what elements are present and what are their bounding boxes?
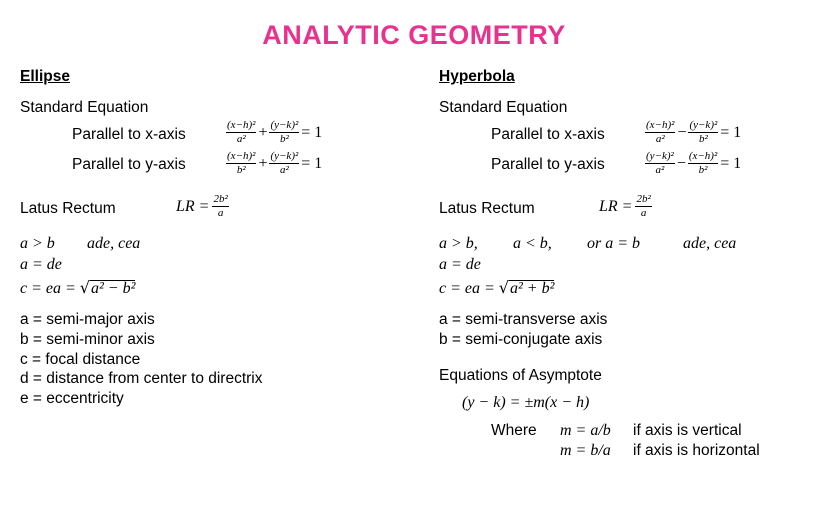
ellipse-heading: Ellipse [20, 68, 70, 85]
definition-item: a = semi-major axis [20, 311, 155, 328]
definition-item: b = semi-minor axis [20, 330, 155, 348]
ellipse-latus-rectum-formula: LR = $\frac{\text{2b²}}{a}$ [176, 193, 228, 219]
hyperbola-a-equation: a = de [439, 256, 481, 273]
definition-item: c = focal distance [20, 350, 141, 368]
fraction-term: $\frac{\text{(x−h)²}}{\text{a²}}$ [227, 119, 256, 145]
ellipse-equation-x: $\frac{\text{(x−h)²}}{\text{a²}}$ + $\frac{\text{(y−k)²}}{\text{b²}}$ = 1 [227, 119, 323, 145]
ellipse-parallel-y-label: Parallel to y-axis [72, 156, 186, 173]
slope-vertical: m = a/b [560, 422, 611, 439]
fraction-term: $\frac{\text{(x−h)²}}{\text{b²}}$ [227, 150, 256, 176]
fraction-term: $\frac{\text{(x−h)²}}{\text{a²}}$ [646, 119, 675, 145]
hyperbola-latus-rectum-formula: LR = $\frac{\text{2b²}}{a}$ [599, 193, 651, 219]
fraction-term: $\frac{\text{(y−k)²}}{\text{a²}}$ [646, 150, 674, 176]
hyperbola-heading: Hyperbola [439, 68, 515, 85]
ellipse-order: ade, cea [87, 235, 141, 252]
hyperbola-equation-y: $\frac{\text{(y−k)²}}{\text{a²}}$ − $\frac{\text{(x−h)²}}{\text{b²}}$ = 1 [646, 150, 742, 176]
definition-item: a = semi-transverse axis [439, 311, 608, 328]
hyperbola-equation-x: $\frac{\text{(x−h)²}}{\text{a²}}$ − $\frac{\text{(y−k)²}}{\text{b²}}$ = 1 [646, 119, 742, 145]
hyperbola-condition-3: or a = b [587, 235, 641, 252]
ellipse-equation-y: $\frac{\text{(x−h)²}}{\text{b²}}$ + $\frac{\text{(y−k)²}}{\text{a²}}$ = 1 [227, 150, 323, 176]
ellipse-latus-rectum-label: Latus Rectum [20, 200, 116, 217]
hyperbola-c-equation: c = ea = √a² + b² [439, 278, 555, 297]
ellipse-c-equation: c = ea = √a² − b² [20, 278, 136, 297]
ellipse-parallel-x-label: Parallel to x-axis [72, 126, 186, 143]
hyperbola-condition-1: a > b, [439, 235, 478, 252]
ellipse-a-equation: a = de [20, 256, 62, 273]
hyperbola-latus-rectum-label: Latus Rectum [439, 200, 535, 217]
slope-horizontal: m = b/a [560, 442, 611, 459]
hyperbola-order: ade, cea [683, 235, 737, 252]
where-label: Where [491, 422, 537, 439]
ellipse-condition: a > b [20, 235, 55, 252]
slope-vertical-note: if axis is vertical [633, 422, 742, 439]
hyperbola-parallel-x-label: Parallel to x-axis [491, 126, 605, 143]
hyperbola-condition-2: a < b, [513, 235, 552, 252]
fraction-term: $\frac{\text{(y−k)²}}{\text{b²}}$ [270, 119, 299, 145]
asymptote-equation: (y − k) = ±m(x − h) [462, 394, 590, 411]
slope-horizontal-note: if axis is horizontal [633, 442, 760, 459]
definition-item: d = distance from center to directrix [20, 370, 263, 388]
fraction-term: $\frac{\text{(y−k)²}}{\text{a²}}$ [270, 150, 299, 176]
fraction-term: $\frac{\text{(x−h)²}}{\text{b²}}$ [688, 150, 718, 176]
definition-item: e = eccentricity [20, 390, 124, 408]
page-title: ANALYTIC GEOMETRY [262, 20, 566, 50]
definition-item: b = semi-conjugate axis [439, 330, 603, 348]
fraction-term: $\frac{\text{(y−k)²}}{\text{b²}}$ [689, 119, 718, 145]
ellipse-definitions [20, 310, 263, 409]
hyperbola-standard-equation-label: Standard Equation [439, 99, 568, 116]
hyperbola-parallel-y-label: Parallel to y-axis [491, 156, 605, 173]
asymptote-heading: Equations of Asymptote [439, 367, 602, 384]
ellipse-standard-equation-label: Standard Equation [20, 99, 149, 116]
hyperbola-definitions [439, 310, 607, 350]
